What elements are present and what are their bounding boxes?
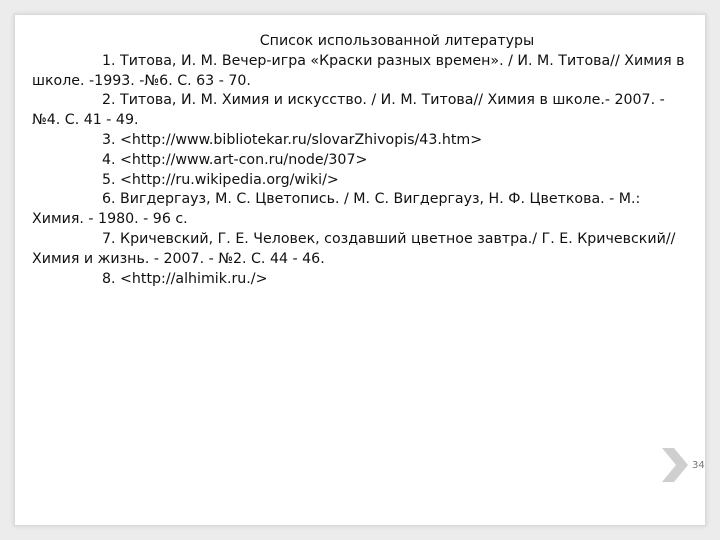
reference-6: 6. Вигдергауз, М. С. Цветопись. / М. С. Вигдергауз, Н. Ф. Цветкова. - М.: Химия. - 1980. - 96 с. — [32, 191, 641, 228]
reference-2: 2. Титова, И. М. Химия и искусство. / И. М. Титова// Химия в школе.- 2007. - №4. С. 41 - 49. — [32, 92, 665, 129]
page-number: 34 — [692, 460, 705, 471]
reference-8: 8. <http://alhimik.ru./> — [102, 270, 268, 287]
reference-4: 4. <http://www.art-con.ru/node/307> — [102, 151, 368, 168]
reference-1: 1. Титова, И. М. Вечер-игра «Краски разных времен». / И. М. Титова// Химия в школе. -1993. -№6. С. 63 - 70. — [32, 52, 685, 89]
reference-7: 7. Кричевский, Г. Е. Человек, создавший цветное завтра./ Г. Е. Кричевский// Химия и жизнь. - 2007. - №2. С. 44 - 46. — [32, 230, 676, 267]
reference-5: 5. <http://ru.wikipedia.org/wiki/> — [102, 171, 339, 188]
slide-content — [32, 32, 692, 289]
reference-3: 3. <http://www.bibliotekar.ru/slovarZhivopis/43.htm> — [102, 131, 483, 148]
slide-title: Список использованной литературы — [259, 33, 535, 49]
chevron-right-icon[interactable] — [662, 448, 688, 482]
